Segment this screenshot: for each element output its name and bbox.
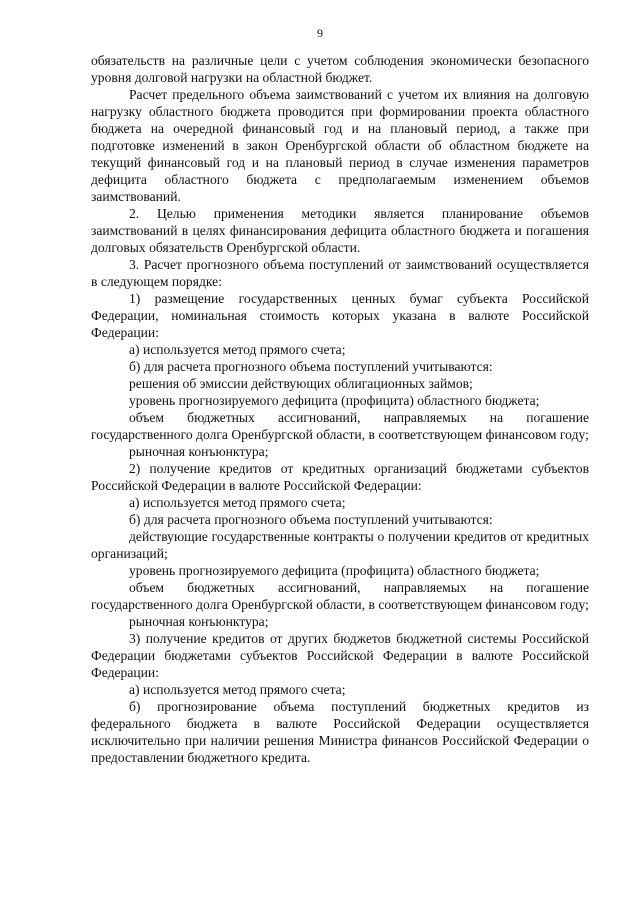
paragraph: 3) получение кредитов от других бюджетов бюджетной системы Российской Федерации бюджетами субъектов Российской Федерации в валюте Российской Федерации: (91, 631, 589, 680)
paragraph: уровень прогнозируемого дефицита (профицита) областного бюджета; (129, 393, 540, 408)
paragraph: а) используется метод прямого счета; (129, 495, 346, 510)
document-body (91, 52, 589, 766)
paragraph: 2) получение кредитов от кредитных организаций бюджетами субъектов Российской Федерации в валюте Российской Федерации: (91, 461, 589, 493)
paragraph: Расчет предельного объема заимствований с учетом их влияния на долговую нагрузку областного бюджета проводится при формировании проекта областного бюджета на очередной финансовый год и на плановый период, а также при подготовке изменений в закон Оренбургской области об областном бюджете на текущий финансовый год и на плановый период в случае изменения параметров дефицита областного бюджета с предполагаемым изменением объемов заимствований. (91, 87, 589, 204)
paragraph: 1) размещение государственных ценных бумаг субъекта Российской Федерации, номинальная стоимость которых указана в валюте Российской Федерации: (91, 291, 589, 340)
paragraph: обязательств на различные цели с учетом соблюдения экономически безопасного уровня долговой нагрузки на областной бюджет. (91, 53, 589, 85)
paragraph: а) используется метод прямого счета; (129, 342, 346, 357)
paragraph: 2. Целью применения методики является планирование объемов заимствований в целях финансирования дефицита областного бюджета и погашения долговых обязательств Оренбургской области. (91, 206, 589, 255)
paragraph: б) для расчета прогнозного объема поступлений учитываются: (129, 359, 493, 374)
paragraph: решения об эмиссии действующих облигационных займов; (129, 376, 473, 391)
paragraph: действующие государственные контракты о получении кредитов от кредитных организаций; (91, 529, 589, 561)
page-number: 9 (317, 26, 323, 40)
paragraph: б) прогнозирование объема поступлений бюджетных кредитов из федерального бюджета в валюте Российской Федерации осуществляется исключительно при наличии решения Министра финансов Российской Федерации о предоставлении бюджетного кредита. (91, 699, 589, 765)
paragraph: а) используется метод прямого счета; (129, 682, 346, 697)
paragraph: объем бюджетных ассигнований, направляемых на погашение государственного долга Оренбургской области, в соответствующем финансовом году; (91, 410, 589, 442)
paragraph: объем бюджетных ассигнований, направляемых на погашение государственного долга Оренбургской области, в соответствующем финансовом году; (91, 580, 589, 612)
paragraph: рыночная конъюнктура; (129, 444, 269, 459)
paragraph: б) для расчета прогнозного объема поступлений учитываются: (129, 512, 493, 527)
paragraph: 3. Расчет прогнозного объема поступлений от заимствований осуществляется в следующем порядке: (91, 257, 589, 289)
paragraph: уровень прогнозируемого дефицита (профицита) областного бюджета; (129, 563, 540, 578)
paragraph: рыночная конъюнктура; (129, 614, 269, 629)
